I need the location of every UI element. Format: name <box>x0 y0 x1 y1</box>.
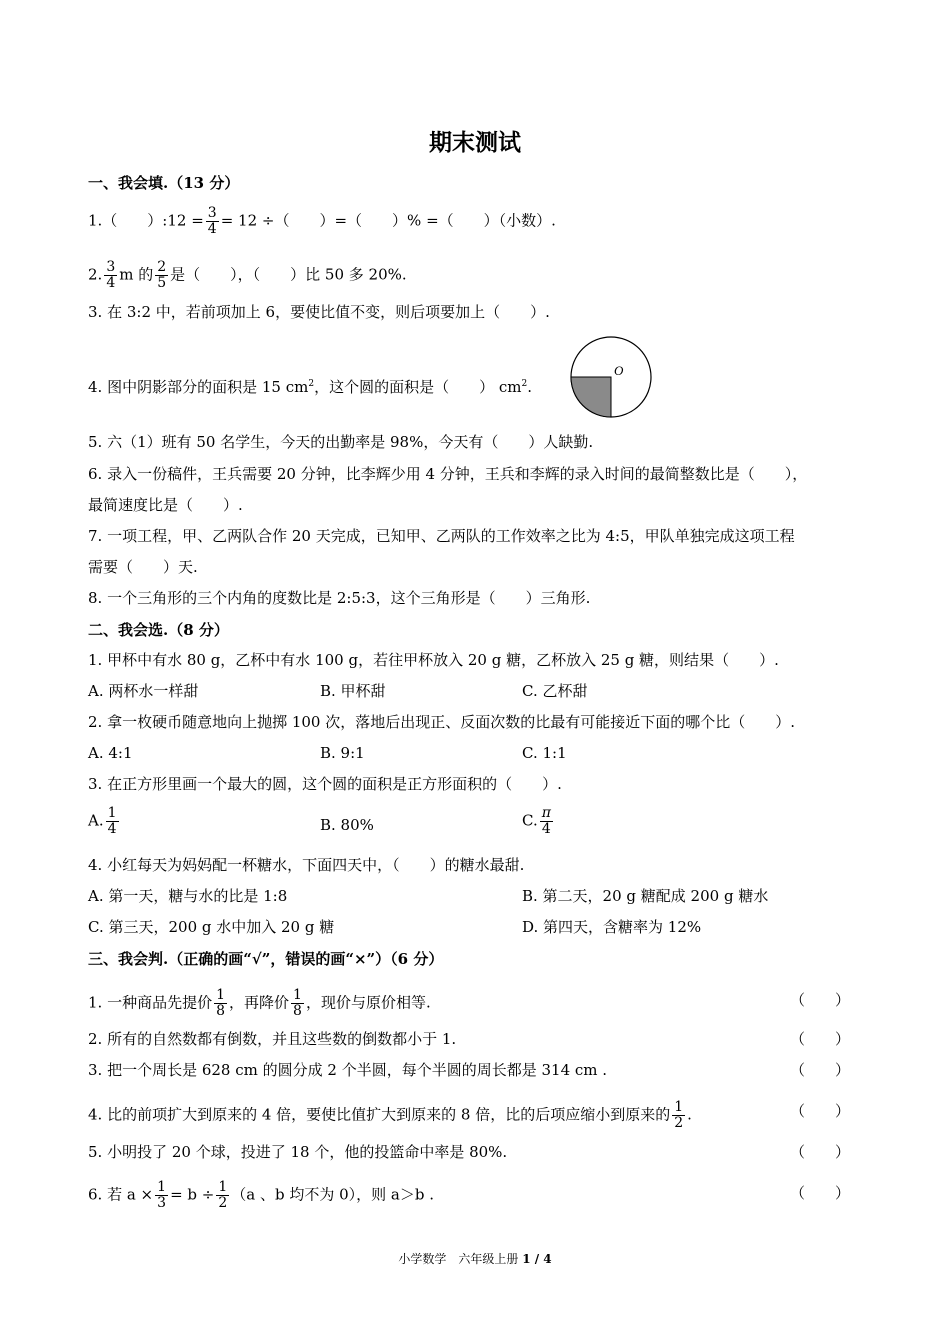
choose-q1-option-b: B. 甲杯甜 <box>320 682 386 700</box>
choose-q2: 2. 拿一枚硬币随意地向上抛掷 100 次，落地后出现正、反面次数的比最有可能接近下面的哪个比（ ）. <box>88 713 796 731</box>
choose-q1-option-a: A. 两杯水一样甜 <box>88 682 199 700</box>
choose-q3-option-a: A. $\frac{1}{4}$ <box>88 805 117 837</box>
choose-q3-option-b: B. 80% <box>320 816 374 834</box>
fill-q7-line2: 需要（ ）天. <box>88 558 198 576</box>
fill-q2: 2. $\frac{3}{4}$ m 的 $\frac{2}{5}$ 是（ ），（ ）比 50 多 20%. <box>88 259 407 291</box>
fill-q1: 1.（ ）:12 = $\frac{3}{4}$ = 12 ÷（ ）=（ ）% =（ ）（小数）. <box>88 205 556 237</box>
choose-q4-option-d: D. 第四天，含糖率为 12% <box>522 918 702 936</box>
fraction: $\frac{\pi}{4}$ <box>541 805 551 837</box>
judge-q6: 6. 若 a × $\frac{1}{3}$ = b ÷ $\frac{1}{2}$ （a 、b 均不为 0），则 a＞b . <box>88 1179 435 1211</box>
fraction: $\frac{1}{2}$ <box>674 1099 684 1131</box>
page-title: 期末测试 <box>429 129 521 156</box>
choose-q4-option-a: A. 第一天，糖与水的比是 1:8 <box>88 887 288 905</box>
choose-q4-option-b: B. 第二天，20 g 糖配成 200 g 糖水 <box>522 887 769 905</box>
fraction: $\frac{1}{8}$ <box>216 987 226 1019</box>
judge-q3: 3. 把一个周长是 628 cm 的圆分成 2 个半圆，每个半圆的周长都是 314 cm . <box>88 1061 608 1079</box>
circle-center-label: O <box>614 363 624 378</box>
fill-q6-line2: 最简速度比是（ ）. <box>88 496 243 514</box>
page-number: 1 / 4 <box>522 1252 552 1266</box>
fraction: $\frac{2}{5}$ <box>157 259 167 291</box>
fraction: $\frac{1}{4}$ <box>107 805 117 837</box>
fill-q7-line1: 7. 一项工程，甲、乙两队合作 20 天完成，已知甲、乙两队的工作效率之比为 4:5，甲队单独完成这项工程 <box>88 527 795 545</box>
choose-q2-option-c: C. 1:1 <box>522 744 567 762</box>
fill-q4: 4. 图中阴影部分的面积是 15 $cm^2$，这个圆的面积是（ ） $cm^2$. <box>88 378 532 396</box>
fill-q3: 3. 在 3:2 中，若前项加上 6，要使比值不变，则后项要加上（ ）. <box>88 303 550 321</box>
fill-q8: 8. 一个三角形的三个内角的度数比是 2:5:3，这个三角形是（ ）三角形. <box>88 589 591 607</box>
choose-q4-option-c: C. 第三天，200 g 水中加入 20 g 糖 <box>88 918 335 936</box>
fill-q5: 5. 六（1）班有 50 名学生，今天的出勤率是 98%，今天有（ ）人缺勤. <box>88 433 594 451</box>
fraction: $\frac{3}{4}$ <box>207 205 217 237</box>
fill-q6-line1: 6. 录入一份稿件，王兵需要 20 分钟，比李辉少用 4 分钟，王兵和李辉的录入时间的最简整数比是（ ）， <box>88 465 808 483</box>
choose-q1: 1. 甲杯中有水 80 g，乙杯中有水 100 g，若往甲杯放入 20 g 糖，乙杯放入 25 g 糖，则结果（ ）. <box>88 651 779 669</box>
footer-text: 小学数学 六年级上册 <box>398 1252 519 1266</box>
judge-q2: 2. 所有的自然数都有倒数，并且这些数的倒数都小于 1. <box>88 1030 457 1048</box>
section-heading-fill: 一、我会填.（13 分） <box>88 174 240 192</box>
judge-q6-answer-paren[interactable]: （ ） <box>789 1184 850 1202</box>
choose-q4: 4. 小红每天为妈妈配一杯糖水，下面四天中，（ ）的糖水最甜. <box>88 856 525 874</box>
judge-q4-answer-paren[interactable]: （ ） <box>789 1102 850 1120</box>
choose-q2-option-a: A. 4:1 <box>88 744 133 762</box>
choose-q3: 3. 在正方形里画一个最大的圆，这个圆的面积是正方形面积的（ ）. <box>88 775 562 793</box>
page-footer <box>0 1250 950 1267</box>
judge-q1-answer-paren[interactable]: （ ） <box>789 991 850 1009</box>
section-heading-choose: 二、我会选.（8 分） <box>88 621 229 639</box>
fraction: $\frac{1}{3}$ <box>157 1179 167 1211</box>
fraction: $\frac{1}{8}$ <box>293 987 302 1019</box>
fraction: $\frac{1}{2}$ <box>218 1179 228 1211</box>
judge-q1: 1. 一种商品先提价 $\frac{1}{8}$ ，再降价 $\frac{1}{8}$ ，现价与原价相等. <box>88 987 431 1019</box>
judge-q5-answer-paren[interactable]: （ ） <box>789 1143 850 1161</box>
judge-q2-answer-paren[interactable]: （ ） <box>789 1030 850 1048</box>
section-heading-judge: 三、我会判.（正确的画“√”，错误的画“×”）（6 分） <box>88 950 444 968</box>
fraction: $\frac{3}{4}$ <box>106 259 116 291</box>
choose-q3-option-c: C. $\frac{\pi}{4}$ <box>522 805 551 837</box>
judge-q5: 5. 小明投了 20 个球，投进了 18 个，他的投篮命中率是 80%. <box>88 1143 508 1161</box>
circle-shaded-quadrant-figure <box>566 334 656 420</box>
choose-q1-option-c: C. 乙杯甜 <box>522 682 588 700</box>
choose-q2-option-b: B. 9:1 <box>320 744 365 762</box>
judge-q3-answer-paren[interactable]: （ ） <box>789 1061 850 1079</box>
judge-q4: 4. 比的前项扩大到原来的 4 倍，要使比值扩大到原来的 8 倍，比的后项应缩小到原来的 $\frac{1}{2}$ . <box>88 1099 692 1131</box>
